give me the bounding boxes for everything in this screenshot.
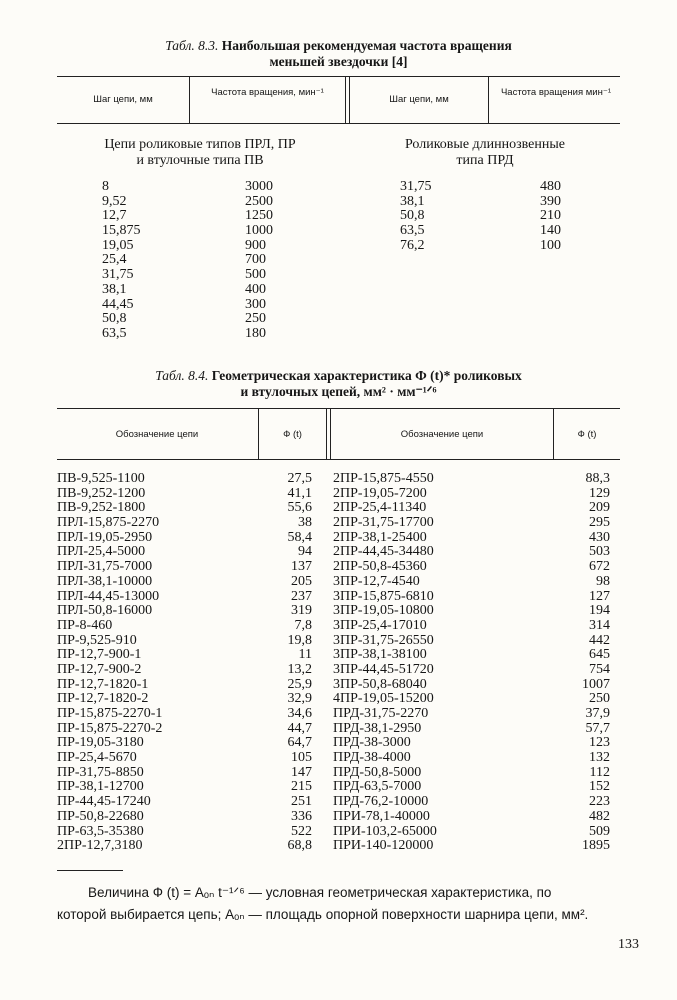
table-cell: 25,4 [102,252,127,268]
table-cell: 672 [589,559,610,575]
table-cell: ПР-63,5-35380 [57,823,144,839]
table-cell: 13,2 [287,661,312,677]
table-cell: 57,7 [585,720,610,736]
table-cell: ПРД-38-4000 [333,750,411,766]
footnote-line1: Величина Ф (t) = Aₒₙ t⁻¹ᐟ⁶ — условная геометрическая характеристика, по [88,885,552,900]
table-cell: 41,1 [287,485,312,501]
table-cell: 900 [245,237,266,253]
table-cell: 210 [540,208,561,224]
table-cell: 194 [589,603,610,619]
table-cell: 754 [589,661,610,677]
table-cell: 129 [589,485,610,501]
footnote-rule [57,870,123,871]
table-cell: ПР-25,4-5670 [57,750,137,766]
table-cell: 1250 [245,208,273,224]
table-cell: 9,52 [102,193,127,209]
table-8-3-caption-line2: меньшей звездочки [4] [269,54,408,69]
table-8-3-header-step-right: Шаг цепи, мм [389,94,449,105]
table-cell: ПВ-9,252-1800 [57,500,146,516]
table-cell: 100 [540,237,561,253]
table-cell: 390 [540,193,561,209]
table-cell: 27,5 [287,471,312,486]
table-cell: 64,7 [287,735,312,751]
table-8-4-left-names [57,472,162,854]
table-8-3-divider-right [488,77,489,123]
table-cell: 180 [245,325,266,341]
table-cell: ПРИ-103,2-65000 [333,823,437,839]
table-cell: 105 [291,750,312,766]
table-8-4-right-values [558,472,610,854]
table-8-4-top-rule [57,408,620,409]
table-cell: 12,7 [102,208,127,224]
table-cell: ПРЛ-50,8-16000 [57,603,153,619]
table-8-4-label: Табл. 8.4. [155,368,209,383]
table-cell: 442 [589,632,610,648]
table-cell: 2ПР-15,875-4550 [333,471,434,486]
page-number: 133 [618,937,639,952]
table-8-4-title-line1: Геометрическая характеристика Ф (t)* роликовых [211,368,522,383]
table-cell: ПРИ-140-120000 [333,838,434,854]
table-8-4-header-phi-right: Ф (t) [577,429,597,440]
table-cell: 63,5 [400,223,425,239]
table-cell: 152 [589,779,610,795]
table-cell: 68,8 [287,838,312,854]
table-cell: ПРЛ-25,4-5000 [57,544,146,560]
table-cell: 295 [589,515,610,531]
table-cell: 3ПР-25,4-17010 [333,617,427,633]
table-cell: 7,8 [294,617,312,633]
table-cell: 250 [245,311,266,327]
table-cell: 2ПР-31,75-17700 [333,515,434,531]
table-cell: 223 [589,794,610,810]
table-cell: 700 [245,252,266,268]
table-cell: 50,8 [400,208,425,224]
table-cell: 314 [589,617,610,633]
table-8-4-left-values [260,472,312,854]
table-cell: 480 [540,179,561,194]
table-cell: ПР-44,45-17240 [57,794,151,810]
table-8-3-double-divider-a [345,77,346,123]
table-cell: 38,1 [400,193,425,209]
table-cell: ПР-50,8-22680 [57,808,144,824]
table-cell: 509 [589,823,610,839]
table-cell: 400 [245,281,266,297]
table-cell: 2ПР-38,1-25400 [333,529,427,545]
table-cell: 88,3 [585,471,610,486]
table-8-3-header-step: Шаг цепи, мм [93,94,153,105]
table-cell: ПРД-76,2-10000 [333,794,429,810]
table-cell: 94 [298,544,312,560]
table-cell: 123 [589,735,610,751]
table-cell: 3ПР-38,1-38100 [333,647,427,663]
table-cell: 19,05 [102,237,134,253]
table-cell: ПВ-9,525-1100 [57,471,145,486]
table-cell: 430 [589,529,610,545]
table-8-3-header-freq-right: Частота вращения мин⁻¹ [500,87,612,98]
table-cell: 44,45 [102,296,134,312]
table-cell: 38,1 [102,281,127,297]
table-cell: 34,6 [287,706,312,721]
table-cell: 336 [291,808,312,824]
table-cell: 205 [291,573,312,589]
table-cell: 132 [589,750,610,766]
table-cell: ПР-12,7-1820-2 [57,691,149,707]
table-cell: 2ПР-25,4-11340 [333,500,427,516]
table-cell: 58,4 [287,529,312,545]
table-cell: 63,5 [102,325,127,341]
table-cell: 319 [291,603,312,619]
table-cell: 55,6 [287,500,312,516]
table-8-4-header-name: Обозначение цепи [115,429,199,440]
table-cell: ПРД-31,75-2270 [333,706,429,721]
table-cell: 127 [589,588,610,604]
table-8-3-caption [0,38,677,54]
table-cell: 2ПР-44,45-34480 [333,544,434,560]
table-cell: 251 [291,794,312,810]
table-8-3-label: Табл. 8.3. [165,38,219,53]
table-cell: ПРЛ-19,05-2950 [57,529,153,545]
table-cell: 3ПР-19,05-10800 [333,603,434,619]
table-cell: 3ПР-12,7-4540 [333,573,420,589]
table-8-3-header-rule [57,123,620,124]
table-cell: 4ПР-19,05-15200 [333,691,434,707]
table-cell: 44,7 [287,720,312,736]
table-cell: ПРЛ-15,875-2270 [57,515,160,531]
table-8-4-header-rule [57,459,620,460]
table-8-3-group-left-line2: и втулочные типа ПВ [136,153,264,168]
table-cell: 300 [245,296,266,312]
table-cell: ПРД-38-3000 [333,735,411,751]
table-8-3-divider [189,77,190,123]
table-cell: ПР-38,1-12700 [57,779,144,795]
table-cell: ПРЛ-38,1-10000 [57,573,153,589]
table-cell: 32,9 [287,691,312,707]
table-cell: 645 [589,647,610,663]
footnote-line2: которой выбирается цепь; Aₒₙ — площадь опорной поверхности шарнира цепи, мм². [57,907,589,922]
table-cell: ПРД-38,1-2950 [333,720,422,736]
table-cell: 250 [589,691,610,707]
table-cell: 137 [291,559,312,575]
table-8-3-group-right-line1: Роликовые длиннозвенные [404,137,565,152]
table-cell: ПРЛ-31,75-7000 [57,559,153,575]
table-cell: 31,75 [102,267,134,283]
table-cell: 112 [589,764,610,780]
table-cell: ПРЛ-44,45-13000 [57,588,160,604]
table-cell: 11 [298,647,312,663]
table-cell: ПВ-9,252-1200 [57,485,146,501]
table-8-3-left-steps [102,180,141,342]
table-8-3-group-left-line1: Цепи роликовые типов ПРЛ, ПР [104,137,296,152]
table-8-4-header-phi: Ф (t) [283,429,302,440]
table-8-4-right-names [333,472,437,854]
table-cell: 3ПР-15,875-6810 [333,588,434,604]
table-cell: 2ПР-50,8-45360 [333,559,427,575]
table-cell: 19,8 [287,632,312,648]
table-cell: 209 [589,500,610,516]
table-cell: 140 [540,223,561,239]
table-8-3-group-right-line2: типа ПРД [456,153,514,168]
table-8-3-left-freqs [245,180,287,342]
table-8-3-header-freq: Частота вращения, мин⁻¹ [211,87,324,98]
table-cell: 31,75 [400,179,432,194]
table-cell: ПР-15,875-2270-1 [57,706,163,721]
table-cell: 147 [291,764,312,780]
table-cell: 522 [291,823,312,839]
table-cell: 15,875 [102,223,141,239]
table-cell: 500 [245,267,266,283]
table-cell: 2500 [245,193,273,209]
table-8-3-title-line1: Наибольшая рекомендуемая частота вращения [221,38,512,53]
table-8-4-header-name-right: Обозначение цепи [400,429,484,440]
table-cell: 503 [589,544,610,560]
table-cell: 98 [596,573,610,589]
table-cell: ПР-12,7-900-1 [57,647,142,663]
table-cell: ПРД-63,5-7000 [333,779,422,795]
table-8-4-double-divider-a [326,409,327,459]
table-cell: 38 [298,515,312,531]
table-cell: 3ПР-50,8-68040 [333,676,427,692]
table-cell: 25,9 [287,676,312,692]
table-8-3-right-freqs [540,180,570,253]
table-cell: ПРД-50,8-5000 [333,764,422,780]
table-8-3-top-rule [57,76,620,77]
table-cell: 482 [589,808,610,824]
table-cell: 37,9 [585,706,610,721]
table-cell: 237 [291,588,312,604]
table-cell: ПР-19,05-3180 [57,735,144,751]
table-cell: ПРИ-78,1-40000 [333,808,430,824]
table-cell: 1895 [582,838,610,854]
table-cell: 215 [291,779,312,795]
table-cell: ПР-15,875-2270-2 [57,720,163,736]
table-cell: ПР-31,75-8850 [57,764,144,780]
table-cell: 2ПР-12,7,3180 [57,838,143,854]
table-cell: 1007 [582,676,610,692]
table-cell: 50,8 [102,311,127,327]
table-cell: 8 [102,179,109,194]
table-8-3-double-divider-b [349,77,350,123]
table-cell: ПР-12,7-900-2 [57,661,142,677]
table-8-3-right-steps [400,180,432,253]
table-8-4-caption [0,368,677,384]
table-cell: 3ПР-44,45-51720 [333,661,434,677]
table-cell: ПР-9,525-910 [57,632,137,648]
table-8-4-caption-line2: и втулочных цепей, мм² · мм⁻¹ᐟ⁶ [240,384,437,399]
table-cell: 2ПР-19,05-7200 [333,485,427,501]
table-cell: 3ПР-31,75-26550 [333,632,434,648]
table-cell: 76,2 [400,237,425,253]
table-cell: ПР-8-460 [57,617,113,633]
table-cell: 1000 [245,223,273,239]
table-cell: 3000 [245,179,273,194]
table-cell: ПР-12,7-1820-1 [57,676,149,692]
